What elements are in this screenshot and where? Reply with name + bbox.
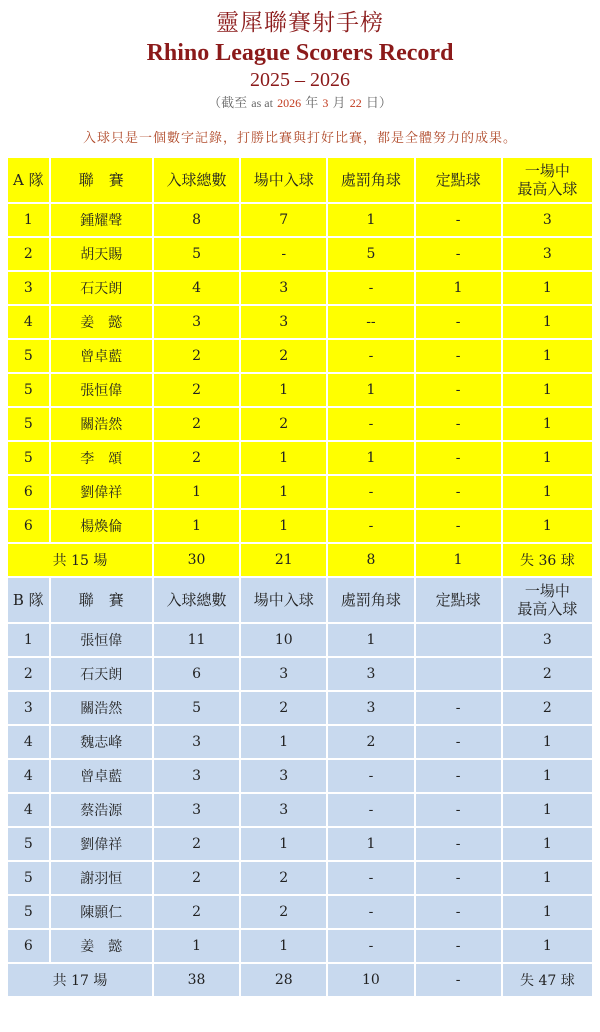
player-name-cell: 姜 懿 (51, 930, 152, 962)
rank-cell: 1 (8, 624, 49, 656)
stat-cell: 2 (503, 658, 592, 690)
stat-cell: 1 (241, 374, 326, 406)
stat-cell: - (416, 862, 501, 894)
stat-cell: 1 (503, 442, 592, 474)
stat-cell: -- (328, 306, 413, 338)
stat-cell: 3 (241, 760, 326, 792)
player-name-cell: 胡天賜 (51, 238, 152, 270)
total-stat-cell: 10 (328, 964, 413, 996)
rank-cell: 5 (8, 408, 49, 440)
stat-cell: 2 (503, 692, 592, 724)
stat-cell: 2 (154, 374, 239, 406)
stat-cell: 1 (241, 476, 326, 508)
total-stat-cell: 8 (328, 544, 413, 576)
stat-cell: 2 (241, 340, 326, 372)
table-row (8, 238, 592, 270)
stat-cell: 1 (503, 896, 592, 928)
team_a-column-header: 入球總數 (154, 158, 239, 202)
stat-cell: 1 (154, 476, 239, 508)
stat-cell: 5 (154, 238, 239, 270)
stat-cell: 1 (503, 272, 592, 304)
stat-cell: - (328, 896, 413, 928)
stat-cell: 2 (241, 692, 326, 724)
stat-cell: - (416, 726, 501, 758)
team_b-column-header: 聯 賽 (51, 578, 152, 622)
total-stat-cell: 失 36 球 (503, 544, 592, 576)
stat-cell: 2 (241, 862, 326, 894)
stat-cell: - (328, 476, 413, 508)
stat-cell (416, 658, 501, 690)
stat-cell: 1 (503, 760, 592, 792)
player-name-cell: 劉偉祥 (51, 476, 152, 508)
rank-cell: 4 (8, 794, 49, 826)
team_b-column-header: 定點球 (416, 578, 501, 622)
scorers-table (6, 156, 594, 998)
team_a-column-header: 一場中 最高入球 (503, 158, 592, 202)
player-name-cell: 曾卓藍 (51, 760, 152, 792)
stat-cell: 3 (154, 794, 239, 826)
stat-cell: - (328, 408, 413, 440)
player-name-cell: 曾卓藍 (51, 340, 152, 372)
stat-cell: 3 (328, 692, 413, 724)
stat-cell: 7 (241, 204, 326, 236)
stat-cell: - (416, 930, 501, 962)
stat-cell: 4 (154, 272, 239, 304)
stat-cell: 1 (503, 340, 592, 372)
table-row (8, 306, 592, 338)
table-row (8, 726, 592, 758)
stat-cell: - (328, 794, 413, 826)
stat-cell: - (416, 204, 501, 236)
team_b-column-header: 一場中 最高入球 (503, 578, 592, 622)
player-name-cell: 陳顥仁 (51, 896, 152, 928)
total-stat-cell: 28 (241, 964, 326, 996)
total-stat-cell: 失 47 球 (503, 964, 592, 996)
stat-cell: 1 (241, 726, 326, 758)
table-row (8, 374, 592, 406)
team_a-column-header: 定點球 (416, 158, 501, 202)
stat-cell: 3 (503, 238, 592, 270)
player-name-cell: 石天朗 (51, 658, 152, 690)
stat-cell: 5 (154, 692, 239, 724)
motto-text: 入球只是一個數字記錄，打勝比賽與打好比賽，都是全體努力的成果。 (82, 131, 517, 146)
page-title-chinese: 靈犀聯賽射手榜 (216, 10, 384, 36)
as-of-year-label: 年 (305, 96, 319, 111)
player-name-cell: 蔡浩源 (51, 794, 152, 826)
player-name-cell: 劉偉祥 (51, 828, 152, 860)
table-row (8, 510, 592, 542)
stat-cell: - (416, 306, 501, 338)
rank-cell: 5 (8, 896, 49, 928)
total-matches-cell: 共 15 場 (8, 544, 152, 576)
team_a-column-header: A 隊 (8, 158, 49, 202)
table-row (8, 340, 592, 372)
table-row (8, 658, 592, 690)
team_b-column-header: B 隊 (8, 578, 49, 622)
rank-cell: 5 (8, 828, 49, 860)
player-name-cell: 李 頌 (51, 442, 152, 474)
stat-cell: - (416, 442, 501, 474)
table-row (8, 760, 592, 792)
stat-cell: 2 (154, 828, 239, 860)
stat-cell: 2 (154, 896, 239, 928)
total-stat-cell: - (416, 964, 501, 996)
stat-cell: 1 (241, 510, 326, 542)
team_a-total-row (8, 544, 592, 576)
stat-cell: 1 (503, 476, 592, 508)
table-row (8, 272, 592, 304)
stat-cell: - (328, 930, 413, 962)
table-row (8, 442, 592, 474)
rank-cell: 6 (8, 510, 49, 542)
stat-cell: - (416, 794, 501, 826)
table-row (8, 828, 592, 860)
as-of-open: （截至 (208, 96, 248, 111)
rank-cell: 5 (8, 374, 49, 406)
table-row (8, 408, 592, 440)
stat-cell: 1 (241, 828, 326, 860)
stat-cell: 3 (154, 726, 239, 758)
as-of-day-label: 日） (365, 96, 392, 111)
stat-cell: 1 (503, 726, 592, 758)
stat-cell: 1 (503, 408, 592, 440)
stat-cell: 5 (328, 238, 413, 270)
stat-cell: 2 (154, 408, 239, 440)
total-matches-cell: 共 17 場 (8, 964, 152, 996)
stat-cell: 1 (416, 272, 501, 304)
stat-cell: 1 (328, 624, 413, 656)
stat-cell: 2 (241, 408, 326, 440)
player-name-cell: 謝羽恒 (51, 862, 152, 894)
stat-cell: 11 (154, 624, 239, 656)
stat-cell: - (416, 374, 501, 406)
rank-cell: 4 (8, 306, 49, 338)
rank-cell: 4 (8, 760, 49, 792)
stat-cell: - (416, 896, 501, 928)
as-of-date (0, 92, 600, 115)
stat-cell (416, 624, 501, 656)
total-stat-cell: 38 (154, 964, 239, 996)
stat-cell: 1 (503, 306, 592, 338)
rank-cell: 2 (8, 658, 49, 690)
rank-cell: 6 (8, 930, 49, 962)
team_b-column-header: 場中入球 (241, 578, 326, 622)
player-name-cell: 姜 懿 (51, 306, 152, 338)
stat-cell: 1 (241, 930, 326, 962)
stat-cell: - (416, 510, 501, 542)
rank-cell: 3 (8, 692, 49, 724)
team-a-section (8, 158, 592, 576)
table-row (8, 794, 592, 826)
stat-cell: - (416, 340, 501, 372)
rank-cell: 2 (8, 238, 49, 270)
stat-cell: 3 (241, 658, 326, 690)
stat-cell: - (328, 760, 413, 792)
stat-cell: 1 (503, 930, 592, 962)
stat-cell: 10 (241, 624, 326, 656)
table-row (8, 692, 592, 724)
stat-cell: - (416, 828, 501, 860)
stat-cell: 1 (328, 204, 413, 236)
player-name-cell: 關浩然 (51, 408, 152, 440)
player-name-cell: 石天朗 (51, 272, 152, 304)
stat-cell: - (328, 340, 413, 372)
team_a-header-row (8, 158, 592, 202)
stat-cell: 3 (241, 272, 326, 304)
as-of-day: 22 (349, 96, 362, 110)
stat-cell: 1 (503, 862, 592, 894)
stat-cell: - (328, 272, 413, 304)
stat-cell: 3 (328, 658, 413, 690)
player-name-cell: 魏志峰 (51, 726, 152, 758)
table-row (8, 624, 592, 656)
stat-cell: - (328, 510, 413, 542)
table-row (8, 862, 592, 894)
stat-cell: 3 (154, 306, 239, 338)
stat-cell: 3 (503, 624, 592, 656)
stat-cell: 1 (328, 442, 413, 474)
player-name-cell: 鍾耀聲 (51, 204, 152, 236)
team_b-header-row (8, 578, 592, 622)
stat-cell: - (328, 862, 413, 894)
table-row (8, 896, 592, 928)
team_a-column-header: 處罰角球 (328, 158, 413, 202)
stat-cell: 2 (154, 862, 239, 894)
stat-cell: 1 (328, 828, 413, 860)
rank-cell: 5 (8, 442, 49, 474)
as-of-month-label: 月 (332, 96, 346, 111)
player-name-cell: 關浩然 (51, 692, 152, 724)
stat-cell: 1 (328, 374, 413, 406)
team_a-column-header: 場中入球 (241, 158, 326, 202)
total-stat-cell: 1 (416, 544, 501, 576)
rank-cell: 5 (8, 862, 49, 894)
table-row (8, 204, 592, 236)
rank-cell: 3 (8, 272, 49, 304)
stat-cell: - (416, 692, 501, 724)
stat-cell: 3 (241, 794, 326, 826)
table-row (8, 476, 592, 508)
stat-cell: 1 (503, 794, 592, 826)
stat-cell: 1 (503, 374, 592, 406)
stat-cell: 1 (154, 930, 239, 962)
rank-cell: 1 (8, 204, 49, 236)
stat-cell: - (416, 476, 501, 508)
stat-cell: 2 (154, 340, 239, 372)
season-label: 2025 – 2026 (250, 69, 350, 91)
player-name-cell: 楊煥倫 (51, 510, 152, 542)
team_a-column-header: 聯 賽 (51, 158, 152, 202)
player-name-cell: 張恒偉 (51, 624, 152, 656)
team_b-total-row (8, 964, 592, 996)
total-stat-cell: 21 (241, 544, 326, 576)
stat-cell: 8 (154, 204, 239, 236)
stat-cell: 3 (241, 306, 326, 338)
team_b-column-header: 處罰角球 (328, 578, 413, 622)
page-title-english: Rhino League Scorers Record (146, 40, 454, 66)
stat-cell: - (416, 760, 501, 792)
stat-cell: 3 (503, 204, 592, 236)
rank-cell: 6 (8, 476, 49, 508)
total-stat-cell: 30 (154, 544, 239, 576)
team_b-column-header: 入球總數 (154, 578, 239, 622)
as-of-month: 3 (322, 96, 329, 110)
as-of-english: as at (251, 96, 273, 110)
stat-cell: 2 (154, 442, 239, 474)
as-of-year: 2026 (277, 96, 302, 110)
stat-cell: 1 (154, 510, 239, 542)
stat-cell: 1 (503, 510, 592, 542)
stat-cell: 2 (328, 726, 413, 758)
stat-cell: 1 (503, 828, 592, 860)
rank-cell: 5 (8, 340, 49, 372)
stat-cell: - (416, 238, 501, 270)
team-b-section (8, 578, 592, 996)
stat-cell: - (416, 408, 501, 440)
player-name-cell: 張恒偉 (51, 374, 152, 406)
table-row (8, 930, 592, 962)
stat-cell: 6 (154, 658, 239, 690)
stat-cell: 1 (241, 442, 326, 474)
page-header (0, 8, 600, 115)
stat-cell: 2 (241, 896, 326, 928)
rank-cell: 4 (8, 726, 49, 758)
stat-cell: 3 (154, 760, 239, 792)
stat-cell: - (241, 238, 326, 270)
